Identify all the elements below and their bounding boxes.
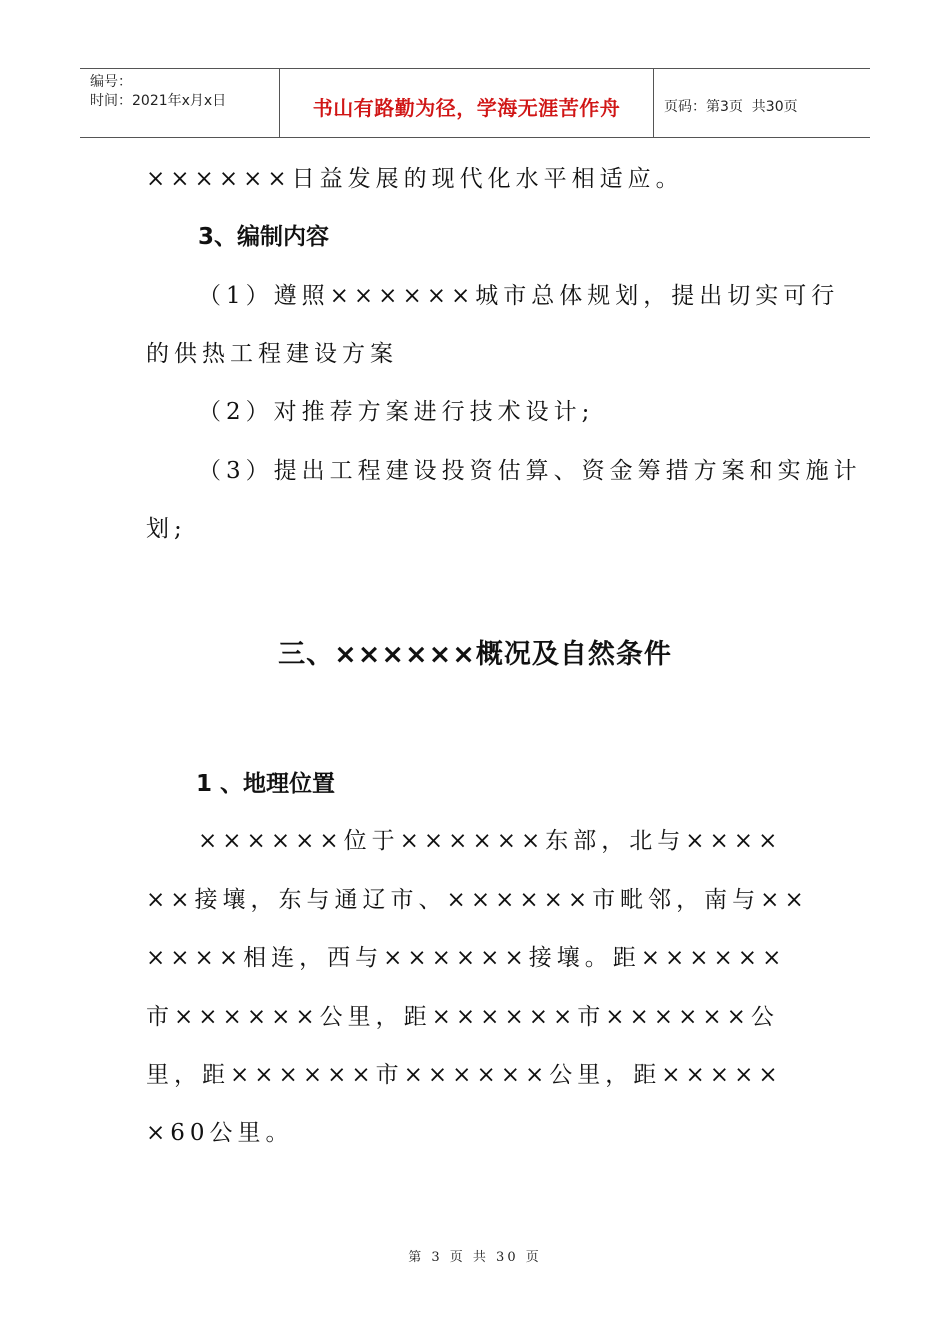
body-line: ××××××位于××××××东部，北与××××: [198, 828, 783, 854]
body-line: 划;: [146, 516, 187, 542]
body-line: 的供热工程建设方案: [146, 341, 398, 367]
page-info-text: 页码：第3页 共30页: [664, 99, 798, 115]
page-footer: 第 3 页 共 30 页: [408, 1250, 542, 1265]
body-line: （3）提出工程建设投资估算、资金筹措方案和实施计: [198, 458, 862, 484]
subsection-heading: 1 、地理位置: [196, 771, 336, 797]
chapter-title: 三、××××××概况及自然条件: [278, 639, 672, 670]
body-line: ××××相连，西与××××××接壤。距××××××: [146, 945, 787, 971]
body-line: ××接壤，东与通辽市、××××××市毗邻，南与××: [146, 887, 809, 913]
body-line: （2）对推荐方案进行技术设计;: [198, 399, 595, 425]
page-header: [80, 68, 870, 138]
body-line: 里，距××××××市××××××公里，距×××××: [146, 1062, 783, 1088]
document-time-label: 时间：2021年x月x日: [90, 93, 227, 109]
body-line: （1）遵照××××××城市总体规划，提出切实可行: [198, 283, 840, 309]
header-page-info: [654, 69, 870, 137]
body-line: ××××××日益发展的现代化水平相适应。: [146, 166, 684, 192]
document-number-label: 编号：: [90, 74, 132, 90]
header-meta: [80, 69, 280, 137]
body-line: 市××××××公里，距××××××市××××××公: [146, 1004, 779, 1030]
section-heading: 3、编制内容: [198, 224, 330, 250]
header-motto: 书山有路勤为径，学海无涯苦作舟: [280, 69, 654, 137]
body-line: ×60公里。: [146, 1120, 294, 1146]
